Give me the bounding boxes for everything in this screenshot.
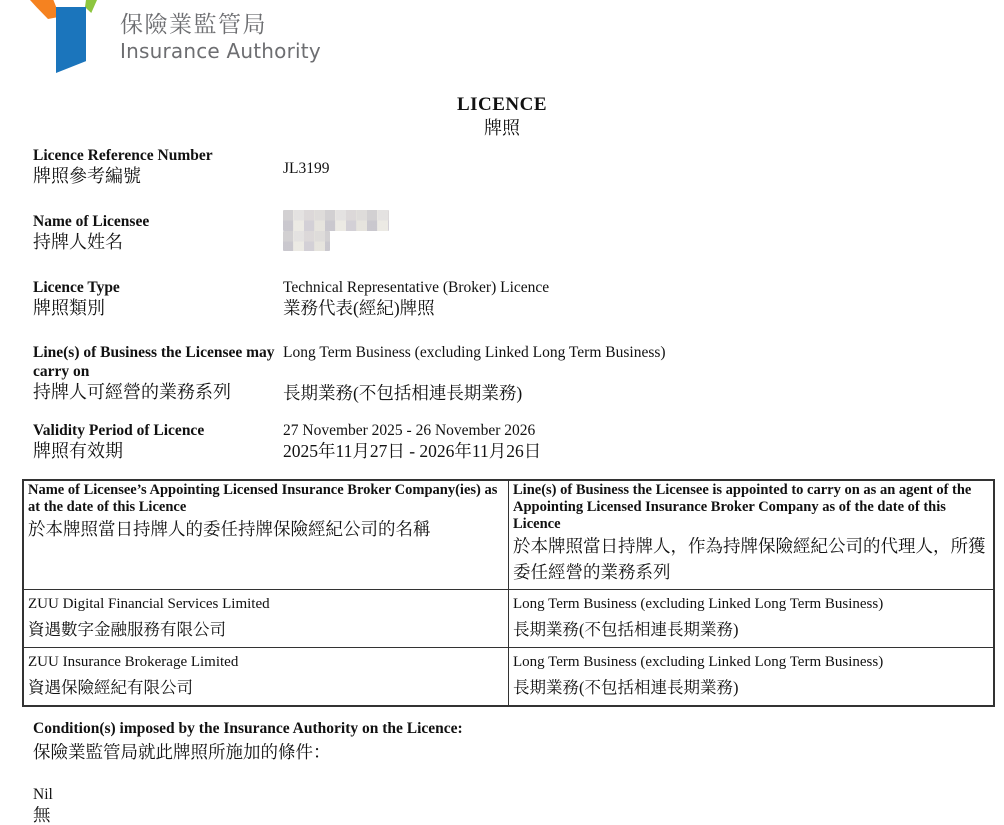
licence-type-en: Technical Representative (Broker) Licence	[283, 279, 550, 296]
logo-wordmark	[120, 12, 321, 63]
business-line-zh: 長期業務(不包括相連長期業務)	[513, 620, 739, 639]
label-en: Line(s) of Business the Licensee may carry on	[33, 344, 275, 380]
field-value	[283, 212, 993, 251]
licence-type-zh: 業務代表(經紀)牌照	[283, 298, 435, 318]
conditions-heading-en: Condition(s) imposed by the Insurance Authority on the Licence:	[33, 720, 463, 737]
table-row	[23, 590, 994, 648]
logo-green-shape	[85, 0, 97, 13]
header-company-cell	[23, 480, 509, 590]
company-name-zh: 資遇數字金融服務有限公司	[28, 620, 226, 639]
company-cell	[23, 648, 509, 707]
field-name-of-licensee	[33, 212, 993, 254]
conditions-section	[33, 719, 973, 825]
label-en: Licence Reference Number	[33, 147, 213, 164]
business-cell	[509, 590, 995, 648]
appointing-broker-table	[22, 479, 995, 707]
header-business-zh: 於本牌照當日持牌人，作為持牌保險經紀公司的代理人，所獲委任經營的業務系列	[513, 536, 986, 582]
company-name-en: ZUU Digital Financial Services Limited	[28, 596, 270, 612]
logo-blue-flag-shape	[56, 7, 86, 73]
logo-name-english: Insurance Authority	[120, 39, 321, 63]
label-zh: 牌照有效期	[33, 441, 123, 461]
field-licence-type	[33, 278, 993, 320]
field-label	[33, 421, 283, 463]
table-row	[23, 648, 994, 707]
label-en: Licence Type	[33, 279, 120, 296]
company-name-en: ZUU Insurance Brokerage Limited	[28, 654, 239, 670]
header-company-zh: 於本牌照當日持牌人的委任持牌保險經紀公司的名稱	[28, 519, 431, 539]
title-licence-en: LICENCE	[456, 94, 548, 115]
business-cell	[509, 648, 995, 707]
label-en: Name of Licensee	[33, 213, 150, 230]
field-licence-reference-number	[33, 146, 993, 188]
header-business-en: Line(s) of Business the Licensee is appointed to carry on as an agent of the Appointing Licensed Insurance Broker Company as of the date of this Licence	[513, 482, 972, 532]
field-value	[283, 421, 993, 463]
field-label	[33, 146, 283, 188]
validity-period-zh: 2025年11月27日 - 2026年11月26日	[283, 441, 542, 461]
logo-name-chinese: 保險業監管局	[120, 12, 267, 38]
licence-reference-value: JL3199	[283, 160, 330, 177]
business-line-en: Long Term Business (excluding Linked Long Term Business)	[513, 654, 884, 670]
field-lines-of-business	[33, 343, 993, 405]
insurance-authority-logo	[0, 0, 420, 80]
header-business-cell	[509, 480, 995, 590]
label-zh: 持牌人姓名	[33, 232, 123, 252]
conditions-heading-zh: 保險業監管局就此牌照所施加的條件：	[33, 742, 331, 762]
conditions-value	[33, 785, 973, 825]
validity-period-en: 27 November 2025 - 26 November 2026	[283, 422, 536, 439]
label-zh: 持牌人可經營的業務系列	[33, 382, 231, 402]
field-value	[283, 343, 993, 405]
lines-of-business-en: Long Term Business (excluding Linked Long Term Business)	[283, 344, 666, 361]
logo-orange-shape	[30, 0, 60, 19]
conditions-nil-zh: 無	[33, 805, 51, 825]
label-zh: 牌照類別	[33, 298, 105, 318]
field-label	[33, 278, 283, 320]
document-title	[0, 94, 1004, 140]
lines-of-business-zh: 長期業務(不包括相連長期業務)	[283, 383, 523, 403]
licence-fields	[33, 146, 993, 463]
business-line-en: Long Term Business (excluding Linked Long Term Business)	[513, 596, 884, 612]
header-company-en: Name of Licensee’s Appointing Licensed Insurance Broker Company(ies) as at the date of this Licence	[28, 482, 498, 515]
title-licence-zh: 牌照	[484, 118, 520, 138]
label-zh: 牌照參考編號	[33, 166, 141, 186]
field-validity-period	[33, 421, 993, 463]
field-label	[33, 343, 283, 404]
field-value	[283, 146, 993, 178]
table-header-row	[23, 480, 994, 590]
field-label	[33, 212, 283, 254]
redacted-licensee-name	[283, 210, 993, 251]
field-value	[283, 278, 993, 320]
conditions-nil-en: Nil	[33, 786, 53, 803]
company-cell	[23, 590, 509, 648]
business-line-zh: 長期業務(不包括相連長期業務)	[513, 678, 739, 697]
redaction-pixel-block	[283, 210, 389, 231]
company-name-zh: 資遇保險經紀有限公司	[28, 678, 193, 697]
redaction-pixel-block	[283, 231, 330, 251]
label-en: Validity Period of Licence	[33, 422, 205, 439]
